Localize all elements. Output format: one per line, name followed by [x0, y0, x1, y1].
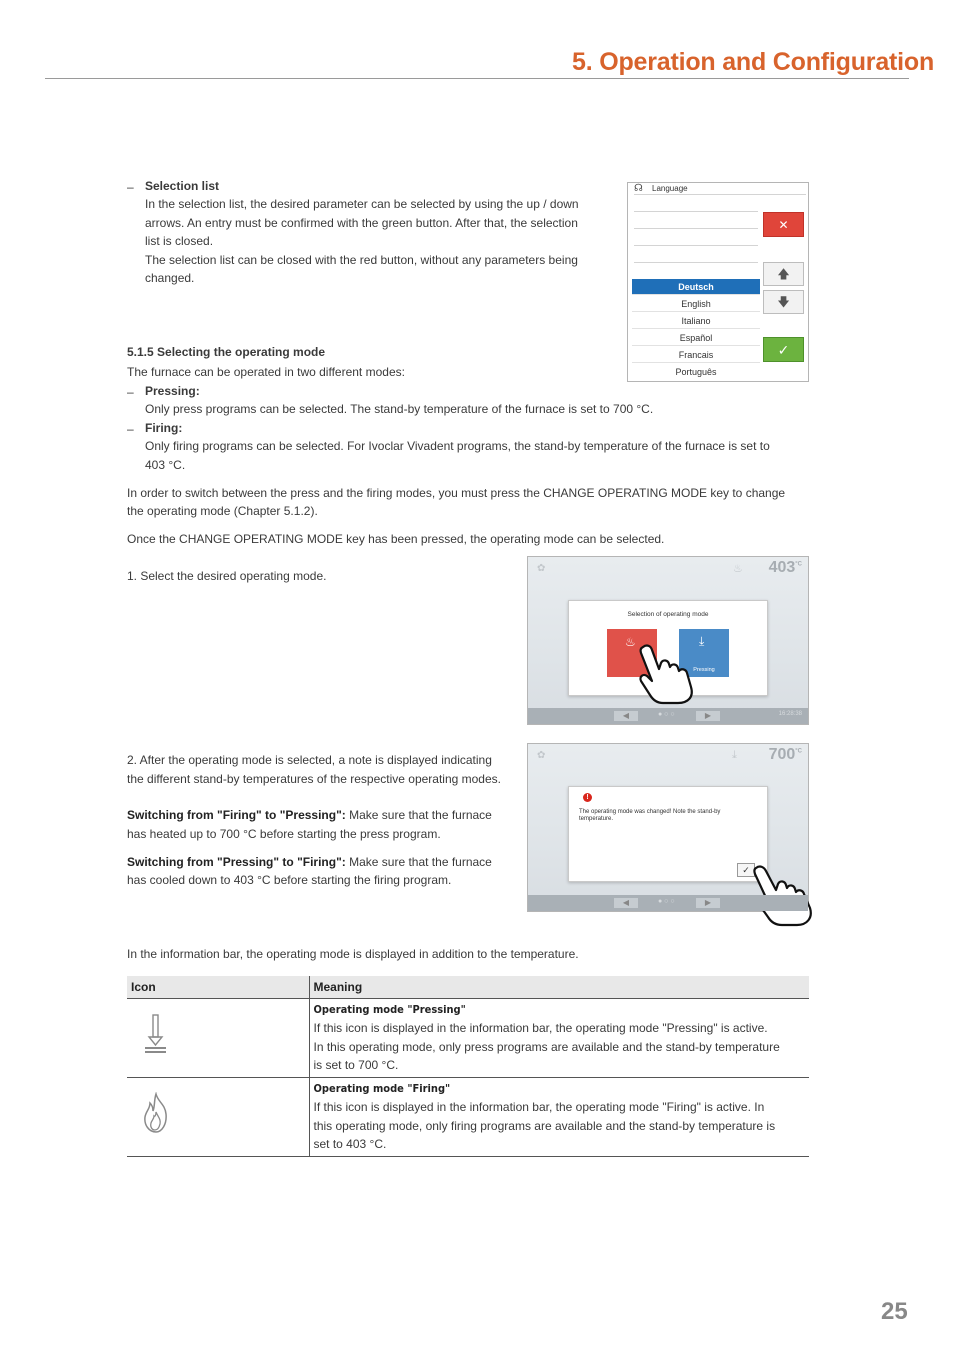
mode-firing-text-line2: 403 °C.	[145, 458, 186, 472]
once-text: Once the CHANGE OPERATING MODE key has been pressed, the operating mode can be selected.	[127, 532, 665, 546]
meaning-title: Operating mode "Pressing"	[313, 1002, 466, 1016]
switch-text-line2: the operating mode (Chapter 5.1.2).	[127, 504, 318, 518]
note-text: The operating mode was changed! Note the stand-by temperature.	[579, 809, 721, 822]
column-header-meaning: Meaning	[309, 976, 809, 998]
icon-meaning-table	[127, 976, 809, 1157]
table-row	[127, 1077, 809, 1156]
dialog-title: Selection of operating mode	[627, 611, 709, 618]
bullet-dash: –	[127, 180, 134, 194]
back-button[interactable]: ◀	[614, 898, 638, 908]
operating-mode-selection-screen	[527, 556, 809, 725]
language-item-english[interactable]: English	[632, 296, 760, 312]
switch-pressing-to-firing-line1: Switching from "Pressing" to "Firing": Make sure that the furnace	[127, 855, 492, 869]
screen-info-bar: ◀ ● ○ ○ ▶ 16:28:38	[528, 708, 808, 724]
table-header-row	[127, 976, 809, 998]
page-number: 25	[881, 1298, 908, 1325]
mode-changed-dialog	[568, 786, 768, 882]
back-button[interactable]: ◀	[614, 711, 638, 721]
selection-list-heading: Selection list	[145, 179, 220, 193]
meaning-line: If this icon is displayed in the information bar, the operating mode "Firing" is active. In	[313, 1100, 765, 1114]
language-icon: ☊	[634, 183, 643, 194]
language-selection-figure	[627, 182, 809, 382]
header-divider	[45, 78, 909, 79]
flame-icon: ♨	[625, 635, 636, 649]
mode-firing-label: Firing:	[145, 421, 183, 435]
flame-icon: ♨	[733, 563, 743, 575]
switch-pressing-to-firing-line2: has cooled down to 403 °C before starting the firing program.	[127, 873, 452, 887]
language-item-portugues[interactable]: Português	[675, 367, 717, 377]
press-icon: ⤓	[732, 749, 737, 761]
confirm-button[interactable]: ✓	[763, 337, 804, 362]
meaning-cell	[309, 998, 809, 1077]
screen-temperature: $700^{^\circ C}$	[768, 746, 802, 763]
section-intro: The furnace can be operated in two different modes:	[127, 365, 405, 379]
scroll-down-button[interactable]: 🡇	[763, 290, 804, 314]
screen-info-bar: ◀ ● ○ ○ ▶	[528, 895, 808, 911]
info-bar-text: In the information bar, the operating mode is displayed in addition to the temperature.	[127, 947, 579, 961]
selection-list-para1-line3: list is closed.	[145, 234, 214, 248]
step1-text: 1. Select the desired operating mode.	[127, 569, 327, 583]
bullet-dash: –	[127, 422, 134, 436]
screen-temperature: $403^{^\circ C}$	[768, 559, 802, 576]
step2-line2: the different stand-by temperatures of the respective operating modes.	[127, 772, 501, 786]
pressing-mode-icon	[141, 1013, 171, 1057]
mode-firing-text-line1: Only firing programs can be selected. For Ivoclar Vivadent programs, the stand-by temperature of the furnace is set to	[145, 439, 770, 453]
icon-cell	[127, 998, 309, 1077]
selection-list-para1-line2: arrows. An entry must be confirmed with the green button. After that, the selection	[145, 216, 578, 230]
bullet-dash: –	[127, 385, 134, 399]
language-item-espanol[interactable]: Español	[632, 330, 760, 346]
selection-list-para2-line1: The selection list can be closed with the red button, without any parameters being	[145, 253, 578, 267]
gear-icon: ✿	[537, 563, 546, 574]
meaning-line: set to 403 °C.	[313, 1137, 387, 1151]
cancel-button[interactable]: ✕	[763, 212, 804, 237]
selection-list-para2-line2: changed.	[145, 271, 195, 285]
forward-button[interactable]: ▶	[696, 711, 720, 721]
column-header-icon: Icon	[127, 976, 309, 998]
warning-icon: !	[583, 793, 592, 802]
scroll-up-button[interactable]: 🡅	[763, 262, 804, 286]
hand-pointer-icon	[633, 643, 703, 705]
language-item-francais[interactable]: Francais	[632, 347, 760, 363]
language-item-italiano[interactable]: Italiano	[632, 313, 760, 329]
firing-mode-icon	[141, 1092, 171, 1136]
switch-firing-to-pressing-line1: Switching from "Firing" to "Pressing": Make sure that the furnace	[127, 808, 492, 822]
meaning-line: this operating mode, only firing programs are available and the stand-by temperature is	[313, 1118, 776, 1133]
gear-icon: ✿	[537, 750, 546, 761]
mode-pressing-text: Only press programs can be selected. The stand-by temperature of the furnace is set to 700 °C.	[145, 402, 654, 416]
mode-selection-dialog	[568, 600, 768, 696]
step2-line1: 2. After the operating mode is selected, a note is displayed indicating	[127, 753, 492, 767]
meaning-line: If this icon is displayed in the information bar, the operating mode "Pressing" is active.	[313, 1021, 768, 1035]
ok-button[interactable]: ✓	[737, 863, 755, 877]
icon-cell	[127, 1077, 309, 1156]
meaning-cell	[309, 1077, 809, 1156]
page-header-title: 5. Operation and Configuration	[572, 48, 935, 76]
meaning-line: In this operating mode, only press programs are available and the stand-by temperature	[313, 1039, 780, 1054]
language-item-deutsch[interactable]: Deutsch	[632, 279, 760, 295]
meaning-line: is set to 700 °C.	[313, 1058, 399, 1072]
meaning-title: Operating mode "Firing"	[313, 1081, 451, 1095]
table-row	[127, 998, 809, 1077]
mode-pressing-label: Pressing:	[145, 384, 200, 398]
switch-firing-to-pressing-line2: has heated up to 700 °C before starting the press program.	[127, 827, 441, 841]
switch-text-line1: In order to switch between the press and the firing modes, you must press the CHANGE OPERATING MODE key to change	[127, 486, 786, 500]
screen-time: 16:28:38	[778, 711, 802, 717]
pressing-label: Pressing	[693, 667, 715, 673]
section-heading: 5.1.5 Selecting the operating mode	[127, 345, 326, 359]
press-icon: ⤓	[699, 634, 705, 648]
language-title: Language	[652, 184, 688, 193]
selection-list-para1-line1: In the selection list, the desired parameter can be selected by using the up / down	[145, 197, 579, 211]
mode-changed-note-screen	[527, 743, 809, 912]
forward-button[interactable]: ▶	[696, 898, 720, 908]
